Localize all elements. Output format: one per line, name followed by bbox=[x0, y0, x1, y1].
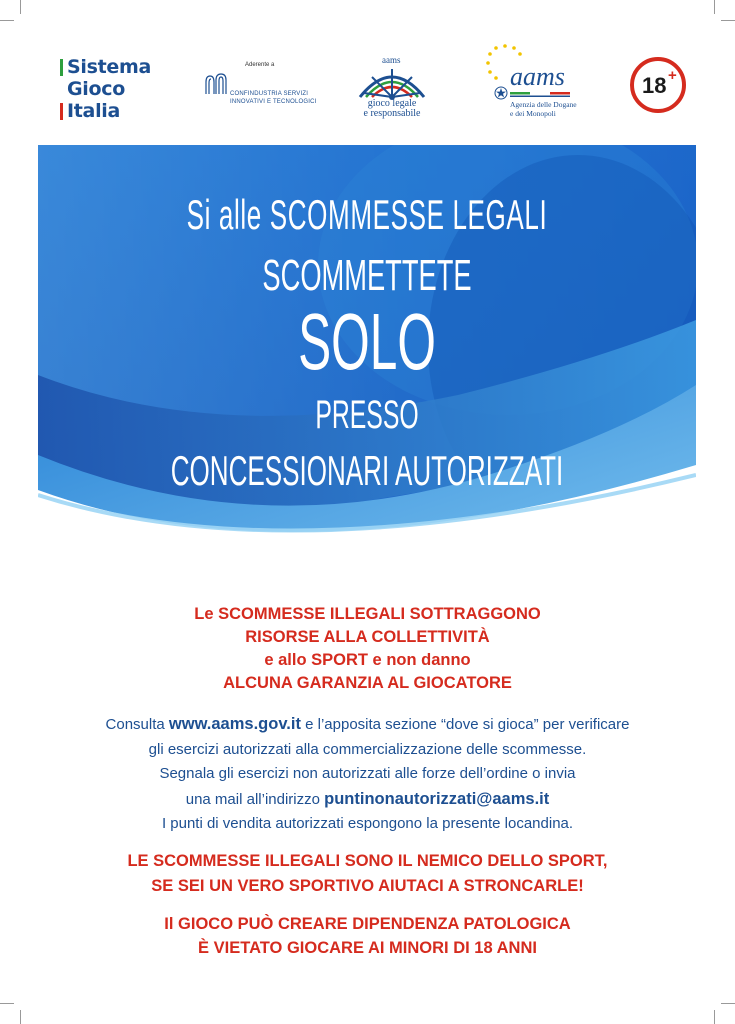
italian-emblem-icon bbox=[494, 86, 508, 100]
banner-text-block bbox=[38, 145, 696, 600]
gioco-legale-text: gioco legale e responsabile bbox=[363, 98, 421, 119]
banner-line-bet: SCOMMETTETE bbox=[262, 251, 472, 300]
sport-enemy-warning: LE SCOMMESSE ILLEGALI SONO IL NEMICO DELLO SPORT, SE SEI UN VERO SPORTIVO AIUTACI A STRONCARLE! bbox=[127, 852, 608, 895]
aams-subtitle: Agenzia delle Dogane e dei Monopoli bbox=[510, 100, 577, 118]
crop-mark-tl bbox=[20, 0, 21, 14]
banner-line-legal-bets: Si alle SCOMMESSE LEGALI bbox=[186, 191, 548, 238]
info-line-2: gli esercizi autorizzati alla commercializzazione delle scommesse. bbox=[148, 740, 587, 758]
sgi-line-2: Gioco bbox=[67, 78, 125, 100]
report-email-link[interactable]: puntinonautorizzati@aams.it bbox=[324, 789, 550, 808]
crop-mark-tr-h bbox=[721, 20, 735, 21]
sgi-line-3: Italia bbox=[67, 100, 121, 122]
age-badge-plus: + bbox=[668, 67, 677, 84]
banner-line-solo: SOLO bbox=[298, 297, 436, 386]
banner-line-presso: PRESSO bbox=[315, 393, 419, 437]
info-paragraph bbox=[0, 712, 735, 837]
confindustria-text: CONFINDUSTRIA SERVIZI INNOVATIVI E TECNOLOGICI bbox=[230, 91, 317, 105]
age-18-badge bbox=[630, 57, 686, 113]
ship-wheel-icon bbox=[352, 63, 432, 103]
aams-wordmark: aams bbox=[510, 62, 565, 91]
info-line-3: Segnala gli esercizi non autorizzati alle forze dell’ordine o invia bbox=[159, 765, 576, 782]
gioco-aams-label: aams bbox=[382, 55, 401, 65]
crop-mark-br bbox=[714, 1010, 715, 1024]
confindustria-adherent-label: Aderente a bbox=[245, 62, 275, 68]
confindustria-emblem-icon bbox=[203, 72, 229, 98]
crop-mark-br-h bbox=[721, 1003, 735, 1004]
aams-flag-stripes bbox=[510, 92, 570, 98]
info-line-5: I punti di vendita autorizzati espongono la presente locandina. bbox=[161, 815, 574, 832]
aams-website-link[interactable]: www.aams.gov.it bbox=[168, 715, 301, 733]
addiction-minors-warning: Il GIOCO PUÒ CREARE DIPENDENZA PATOLOGICA È VIETATO GIOCARE AI MINORI DI 18 ANNI bbox=[164, 915, 571, 957]
sistema-gioco-italia-logo bbox=[60, 56, 180, 128]
illegal-bets-warning: Le SCOMMESSE ILLEGALI SOTTRAGGONO RISORSE ALLA COLLETTIVITÀ e allo SPORT e non danno ALCUNA GARANZIA AL GIOCATORE bbox=[194, 605, 541, 692]
banner-line-authorized: CONCESSIONARI AUTORIZZATI bbox=[170, 447, 564, 494]
sgi-line-1: Sistema bbox=[67, 56, 151, 78]
gioco-legale-logo bbox=[352, 55, 432, 125]
aams-logo bbox=[480, 42, 580, 127]
info-line-4: una mail all’indirizzo puntinonautorizzati@aams.it bbox=[185, 789, 550, 808]
confindustria-logo bbox=[203, 62, 323, 112]
crop-mark-tr bbox=[714, 0, 715, 14]
red-bar bbox=[60, 103, 63, 120]
crop-mark-tl-h bbox=[0, 20, 14, 21]
age-badge-number: 18 bbox=[642, 73, 667, 98]
green-bar bbox=[60, 59, 63, 76]
crop-mark-bl-h bbox=[0, 1003, 14, 1004]
crop-mark-bl bbox=[20, 1010, 21, 1024]
info-line-1: Consulta www.aams.gov.it e l’apposita sezione “dove si gioca” per verificare bbox=[105, 715, 630, 733]
